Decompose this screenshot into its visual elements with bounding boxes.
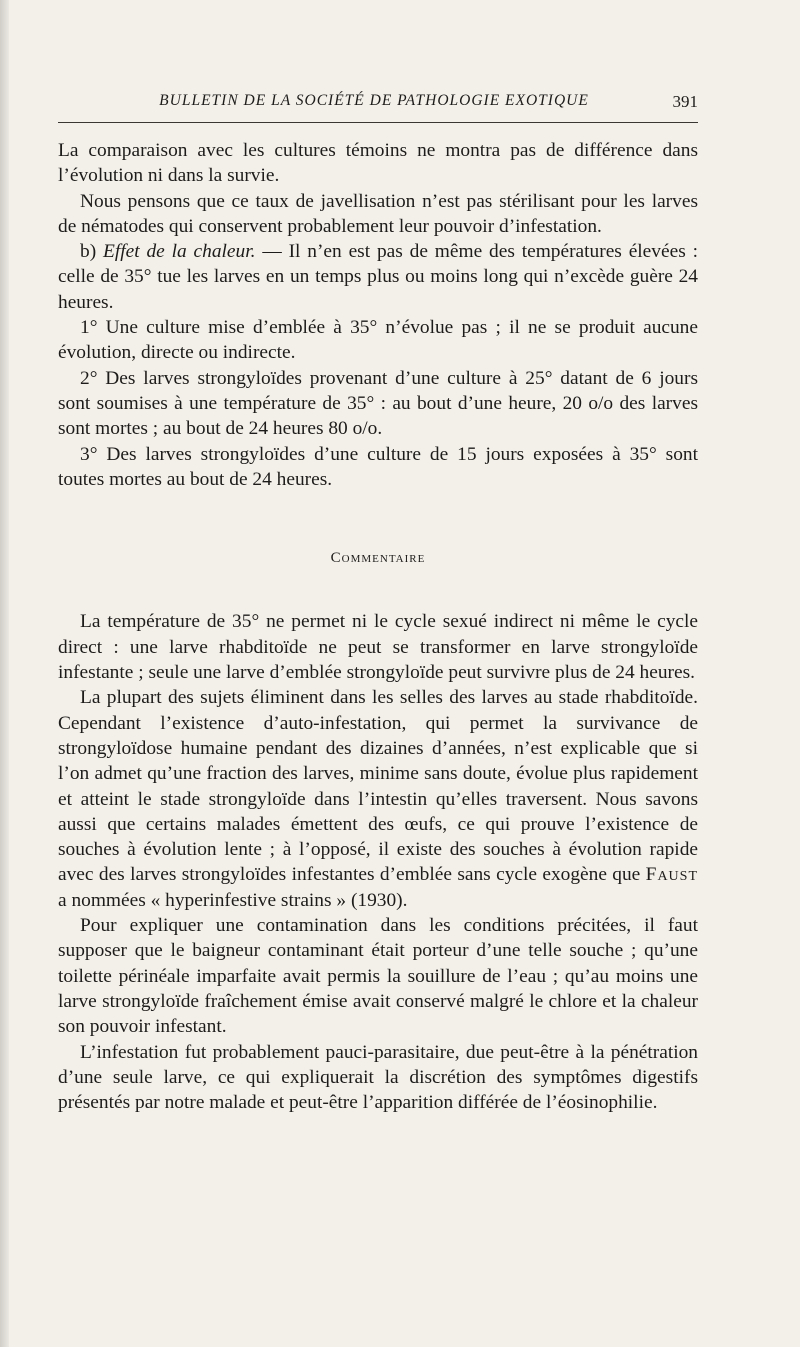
paragraph-commentary-3: Pour expliquer une contamination dans les conditions précitées, il faut supposer que le baigneur contaminant était porteur d’une telle souche ; qu’une toilette périnéale imparfaite avait permis la souillure de l’eau ; qu’au moins une larve strongyloïde fraîchement émise avait conservé malgré le chlore et la chaleur son pouvoir infestant.: [58, 915, 698, 1038]
item-label: b): [80, 241, 97, 263]
paragraph-result-1: 1° Une culture mise d’emblée à 35° n’évolue pas ; il ne se produit aucune évolution, directe ou indirecte.: [58, 317, 698, 364]
header-rule: [58, 122, 698, 123]
paragraph-commentary-4: L’infestation fut probablement pauci-parasitaire, due peut-être à la pénétration d’une seule larve, ce qui expliquerait la discrétion des symptômes digestifs présentés par notre malade et peut-être l’apparition différée de l’éosinophilie.: [58, 1041, 698, 1114]
paragraph-result-3: 3° Des larves strongyloïdes d’une culture de 15 jours exposées à 35° sont toutes mortes au bout de 24 heures.: [58, 443, 698, 490]
running-head-title: BULLETIN DE LA SOCIÉTÉ DE PATHOLOGIE EXOTIQUE: [159, 92, 589, 109]
paragraph-commentary-1: La température de 35° ne permet ni le cycle sexué indirect ni même le cycle direct : une larve rhabditoïde ne peut se transformer en larve strongyloïde infestante ; seule une larve d’emblée strongyloïde peut survivre plus de 24 heures.: [58, 611, 698, 684]
paragraph-commentary-2: [58, 685, 698, 913]
page-binding-edge: [0, 0, 9, 1347]
commentary-2-text: La plupart des sujets éliminent dans les selles des larves au stade rhabditoïde. Cependant l’existence d’auto-infestation, qui permet la survivance de strongyloïdose humaine pendant des dizaines d’années, n’est explicable que si l’on admet qu’une fraction des larves, minime sans doute, évolue plus rapidement et atteint le stade strongyloïde dans l’intestin qu’elles traversent. Nous savons aussi que certains malades émettent des œufs, ce qui prouve l’existence de souches à évolution lente ; à l’opposé, il existe des souches à évolution rapide avec des larves strongyloïdes infestantes d’emblée sans cycle exogène que: [58, 687, 698, 886]
heat-effect-title: Effet de la chaleur.: [103, 241, 256, 263]
author-faust: Faust: [645, 864, 698, 886]
body-text: [58, 138, 698, 1115]
section-title-commentaire: Commentaire: [330, 550, 426, 567]
page-number: 391: [672, 92, 698, 111]
heat-effect-text: — Il n’en est pas de même des températures élevées : celle de 35° tue les larves en un temps plus ou moins long qui n’excède guère 24 heures.: [58, 241, 698, 313]
paragraph-javellisation: Nous pensons que ce taux de javellisation n’est pas stérilisant pour les larves de nématodes qui conservent probablement leur pouvoir d’infestation.: [58, 190, 698, 237]
paragraph-result-2: 2° Des larves strongyloïdes provenant d’une culture à 25° datant de 6 jours sont soumises à une température de 35° : au bout d’une heure, 20 o/o des larves sont mortes ; au bout de 24 heures 80 o/o.: [58, 367, 698, 440]
commentary-2-end: a nommées « hyperinfestive strains » (1930).: [58, 889, 408, 911]
paragraph-comparison: La comparaison avec les cultures témoins ne montra pas de différence dans l’évolution ni dans la survie.: [58, 140, 698, 187]
paragraph-heat-effect: [58, 239, 698, 315]
